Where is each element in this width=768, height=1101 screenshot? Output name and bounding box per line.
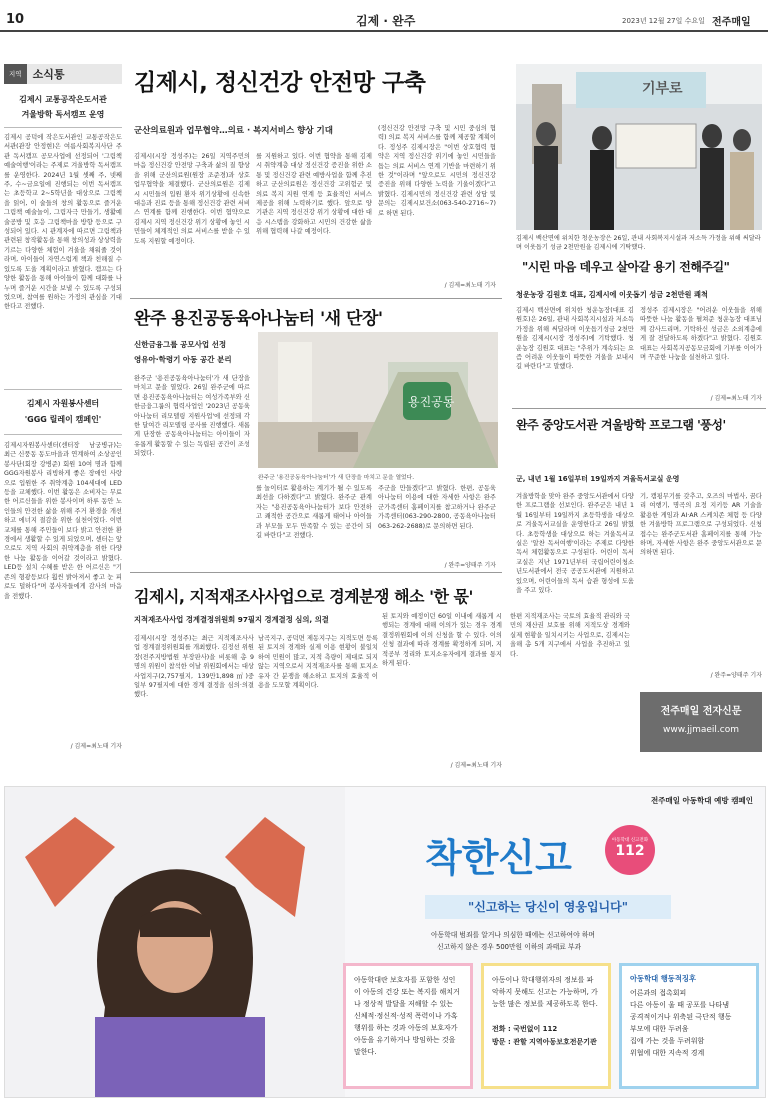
epaper-promo-url[interactable]: www.jjmaeil.com (662, 725, 740, 735)
right-article-col-2: 정성주 김제시장은 "어려운 이웃들을 위해 따뜻한 나눔 활동을 펼쳐준 청운농장 대표님께 감사드리며, 기탁하신 성금은 소외계층에게 잘 전달하도록 하겠다"고 밝혔다. 김원호 대표는 사회복지공동모금회에 기부를 이어가며 꾸준한 나눔을 실천하고 있다. (640, 307, 762, 362)
page-number: 10 (6, 12, 25, 27)
right-article-headline: "시린 마음 데우고 살아갈 용기 전해주길" (522, 260, 730, 274)
donation-photo (516, 64, 762, 230)
article-2-photo (258, 332, 498, 468)
svg-text:용진공동: 용진공동 (408, 395, 455, 409)
ad-symptom-item: 집에 가는 것을 두려워함 (630, 1037, 705, 1045)
ad-badge (605, 825, 655, 875)
library-headline: 완주 중앙도서관 겨울방학 프로그램 '풍성' (516, 418, 726, 432)
ad-desc-2: 신고하지 않은 경우 500만원 이하의 과태료 부과 (437, 943, 582, 951)
ad-symptom-item: 위협에 대한 지속적 경계 (630, 1049, 705, 1057)
ad-box-3-title: 아동학대 행동적징후 (630, 974, 696, 983)
donation-ceremony-image (516, 64, 762, 230)
epaper-promo-title: 전주매일 전자신문 (660, 706, 742, 717)
ad-box-2-phone: 전화 : 국번없이 112 (492, 1025, 558, 1033)
donation-caption: 김제시 백산면에 위치한 청운농장은 26일, 관내 사회복지시설과 저소득 가정을 위해 써달라며 이웃돕기 성금 2천만원을 김제시에 기탁했다. (516, 235, 761, 251)
library-subhead: 군, 내년 1월 16일부터 19일까지 겨울독서교실 운영 (516, 475, 680, 483)
ad-box-2 (481, 963, 611, 1089)
article-2-col-1: 완주군 '용진공동육아나눔터'가 새 단장을 마치고 문을 열었다. 26일 완주군에 따르면 용진공동육아나눔터는 여성가족부와 신한금융그룹의 협력사업인 '2023년 공동육아나눔터 리모델링 지원사업'에 선정돼 각 한 달여간 리모델링 공사를 진행했다. 새롭게 단장한 공동육아나눔터는 아이들이 자유롭게 활동할 수 있는 독립된 공간이 조성되었다. (134, 375, 250, 458)
page-header (0, 0, 768, 32)
article-3-subhead: 지적재조사사업 경계결정위원회 97필지 경계결정 심의, 의결 (134, 615, 329, 624)
right-article-byline: / 김제=최노태 기자 (710, 395, 762, 402)
ad-illustration (5, 787, 345, 1098)
ad-title: 착한신고 (425, 836, 572, 880)
article-1-col-3: (정신건강 안전망 구축 및 시민 중심의 협력) 의료 복지 서비스를 함께 제공할 계획이다. 정성주 김제시장은 "이번 상호협력 협약은 지역 정신건강 위기에 놓인 시민들을 돕는 의료 서비스 연계 기반을 마련하기 위한 것"이라며 "앞으로도 시민의 정신건강 증진을 위해 다양한 노력을 기울이겠다"고 밝혔다. 김제시민의 정신건강 관련 상담 및 문의는 김제시보건소(063-540-2716~7)로 하면 된다. (378, 125, 496, 217)
article-2-caption: 완주군 '용진공동육아나눔터'가 새 단장을 마치고 문을 열었다. (258, 475, 415, 481)
sidebar-news (4, 64, 122, 770)
ad-symptom-item: 어른과의 접촉회피 (630, 989, 687, 997)
article-3-col-4: 한편 지적재조사는 국토의 효율적 관리와 국민의 재산권 보호를 위해 지적도상 경계와 실제 현황을 일치시키는 사업으로, 김제시는 올해 총 5개 지구에서 사업을 추진하고 있다. (510, 613, 630, 658)
right-article-col-1: 김제시 백산면에 위치한 청운농장(대표 김원호)은 26일, 관내 사회복지시설과 저소득 가정을 위해 써달라며 이웃돕기성금 2천만원을 김제시(시장 정성주)에 기탁했다. 청운농장 김원호 대표는 "추위가 계속되는 요즘 어려운 이웃들이 따뜻한 겨울을 보내시길 바란다"고 말했다. (516, 307, 634, 371)
article-3-col-3: 된 토지와 예정이던 60일 이내에 새롭게 시행되는 경계에 대해 이의가 있는 경우 경계결정위원회에 이의 신청을 할 수 있다. 이의 신청 결과에 따라 경계를 확정하게 되며, 지적공부 정리와 토지소유자에게 결과를 통지하게 된다. (382, 613, 502, 668)
ad-badge-number: 112 (615, 843, 645, 859)
library-col-1: 겨울방학을 맞아 완주 중앙도서관에서 다양한 프로그램을 선보인다. 완주군은 내년 1월 16일부터 19일까지 초등학생을 대상으로 겨울독서교실을 운영한다고 26일 밝혔다. 초등학생을 대상으로 하는 겨울독서교실은 '알찬 독서여행'이라는 주제로 다양한 독서 체험활동으로 구성된다. 어린이 독서교실은 지난 1971년부터 국립어린이청소년도서관에서 전국 공공도서관에 지원하고 있으며, 어린이들의 독서 습관 형성에 도움을 주고 있다. (516, 493, 634, 595)
ad-box-2-visit: 방문 : 관할 지역아동보호전문기관 (492, 1038, 597, 1046)
ad-symptom-item: 공격적이거나 위축된 극단적 행동 (630, 1013, 732, 1021)
sidebar-label-main: 소식통 (32, 68, 65, 81)
article-2-col-3: 주군을 만들겠다"고 밝혔다. 한편, 공동육아나눔터 이용에 대한 자세한 사항은 완주군가족센터 홈페이지를 참고하거나 완주군가족센터(063-290-2800, 공동육아나눔터 063-262-2688)로 문의하면 된다. (378, 485, 496, 530)
article-2-sub1: 신한금융그룹 공모사업 선정 (134, 340, 227, 349)
donation-banner-text: 기부로 (642, 81, 683, 97)
ad-box-1-text: 아동학대란 보호자를 포함한 성인이 아동의 건강 또는 복지를 해치거나 정상적 발달을 저해할 수 있는 신체적·정신적·성적 폭력이나 가혹행위를 하는 것과 아동의 보호자가 아동을 유기하거나 방임하는 것을 말한다. (354, 976, 460, 1056)
ad-symptom-item: 부모에 대한 두려움 (630, 1025, 689, 1033)
ad-box-2-text: 아동이나 학대행위자의 정보를 파악하지 못해도 신고는 가능하며, 가능한 많은 정보를 제공하도록 한다. (492, 976, 598, 1008)
sidebar-article-1-body: 김제시 공덕에 작은도서관인 교통공작은도서관(관장 안정현)은 여름사회복지사단 주관 독서캠프 공모사업에 선정되어 '그림책 예술여행'이라는 주제로 겨울방학 독서캠프를 운영한다. 2024년 1월 셋째 주, 넷째 주, 수~금요일에 진행되는 이번 독서캠프는 초등학교 2~5학년을 대상으로 그림책을 읽어, 이 술들의 창의 활동으로 즐거운 그림책 예술놀이, 그림자극 만들기, 생활예술공방 및 호응 그림책마을 방향 등으로 구성되어 있다. 시 관계자에 따르면 그림책과 관련된 창작활동을 통해 창의성과 상상력을 기르는 다양한 체험이 겨울을 채워줄 것이라며, 아이들이 자연스럽게 책과 친해질 수 있도록 도울 계획이라고 밝혔다. 캠프는 다양한 활동을 통해 아이들이 함께 대화를 나누며 즐거운 시간을 보낼 수 있도록 구성되었으며, 참여를 원하는 가정의 관심을 기대한다고 전했다. (4, 134, 122, 311)
section-name: 김제 · 완주 (356, 14, 416, 28)
article-2-byline: / 완주=양태주 기자 (444, 562, 496, 569)
library-byline: / 완주=양태주 기자 (710, 672, 762, 679)
paper-name: 전주매일 (712, 17, 751, 28)
library-col-2: 기, 캠핑무기를 갖추고, 오즈의 마법사, 꿈다리 여행기, 명곡의 요정 지키등 AR 기술을 활용한 게임과 AI·AR 스케치존 체험 등 다양한 겨울방학 프로그램으로 구성되었다. 신청 접수는 완주군도서관 홈페이지를 통해 가능하며, 자세한 사항은 완주 중앙도서관으로 문의하면 된다. (640, 493, 762, 557)
ad-badge-label: 아동학대 신고전화 (611, 838, 649, 843)
article-1-col-2: 를 지원하고 있다. 이번 협약을 통해 김제시 취약계층 대상 정신건강 증진을 위한 소통 및 정신건강 관련 예방사업을 함께 추진하고 군산의료원은 정신건강 고위험군 및 의료 복지 지원 연계 등 효율적인 서비스 제공을 위해 노력하기로 했다. 앞으로 양 기관은 지역 정신건강 위기 상황에 대한 대응 시스템을 강화하고 시민의 건강한 삶을 위해 협력해 나갈 예정이다. (256, 153, 372, 236)
ad-top-label: 전주매일 아동학대 예방 캠페인 (650, 796, 753, 805)
ad-box-3 (619, 963, 759, 1089)
ad-slogan: "신고하는 당신이 영웅입니다" (425, 895, 671, 919)
article-1-col-1: 김제시(시장 정성주)는 26일 지역주민의 마음 정신건강 안전망 구축과 삶의 질 향상을 위해 군산의료원(원장 조준경)과 상호 업무협약을 체결했다. 군산의료원은 김제시 시민들의 입원 환자 위기상황에 신속한 대응과 진료 등을 통해 정신건강 관련 서비스 연계를 함께 진행한다. 이번 협약으로 김제시 지역 정신건강 위기 상황에 놓인 시민들이 체계적인 의료 서비스를 받을 수 있도록 지원할 예정이다. (134, 153, 250, 245)
article-2-headline: 완주 용진공동육아나눔터 '새 단장' (134, 309, 383, 329)
ad-symptom-list (630, 987, 748, 1059)
article-1-subhead: 군산의료원과 업무협약…의료 · 복지서비스 향상 기대 (134, 126, 333, 136)
article-1-headline: 김제시, 정신건강 안전망 구축 (134, 70, 426, 96)
article-3-col-1: 김제시(시장 정성주)는 최근 지적재조사사업 경계결정위원회를 개최했다. 김정선 위원장(전주지방법원 부장판사)을 비롯해 총 9명의 위원이 참석한 이날 위원회에서는 대상 사업지구(2,757필지, 139만1,898㎡)중 일부 97필지에 대한 경계 결정을 심의·의결했다. (134, 635, 254, 699)
ad-desc-1: 아동학대 범죄를 알거나 의심한 때에는 신고하여야 하며 (431, 931, 595, 939)
ad-box-1 (343, 963, 473, 1089)
article-3-headline: 김제시, 지적재조사사업으로 경계분쟁 해소 '한 몫' (134, 587, 473, 606)
article-2-col-2: 를 놀이터로 활용하는 계기가 될 수 있도록 최선을 다하겠다"고 밝혔다. 완주군 관계자는 "용진공동육아나눔터가 보다 안전하고 쾌적한 공간으로 새롭게 태어나 아이들과 부모들 모두 만족할 수 있는 공간이 되길 바란다"고 전했다. (256, 485, 372, 540)
sidebar-article-2-body: 김제시자원봉사센터(센터장 남궁병규)는 최근 신풍동 동도마을과 연계하여 소상공인 봉사단(회장 강병준) 회원 10여 명과 함께 GGG자원봉사 리빙하게 좋은 장애인 사랑으로 입원한 주 취약계층 104세대에 LED등을 교체했다. 이번 활동은 소비자는 무료한 어르신들을 위한 봉사이며 하루 동안 노인들의 안전한 삶을 위해 주거 환경을 개선하고 에너지 절감을 위한 실천이었다. 이번 교체를 통해 주민들이 보다 밝고 안전한 환경에서 생활할 수 있게 되었으며, 센터는 앞으로도 지역 사회의 취약계층을 위한 다양한 나눔 활동을 이어갈 것이라고 밝혔다. LED등 설치 수혜를 받은 한 어르신은 "기존의 형광등보다 훨씬 밝아져서 좋고 눈 피로도 덜하다"며 봉사자들에게 감사의 마음을 전했다. (4, 442, 122, 600)
sidebar-article-1-title: 김제시 교통공작은도서관 겨울방학 독서캠프 운영 (4, 92, 122, 128)
sidebar-label-small: 지역 (4, 64, 27, 84)
right-article-subhead: 청운농장 김원호 대표, 김제시에 이웃돕기 성금 2천만원 쾌척 (516, 290, 708, 299)
article-3-col-2: 남곡지구, 공덕면 제동지구는 지적도면 등록된 토지의 경계와 실제 이용 현황이 불일치하여 민원이 많고, 지적 측량이 제대로 되지 않는 지역으로서 지적재조사를 통해 토지소유자 간 분쟁을 해소하고 토지의 효율적 이용을 도모할 계획이다. (258, 635, 378, 690)
child-abuse-ad (4, 786, 766, 1098)
sidebar-article-2-title: 김제시 자원봉사센터 'GGG 릴레이 캠페인' (4, 389, 122, 435)
article-3-byline: / 김제=최노태 기자 (450, 762, 502, 769)
ad-symptom-item: 다른 아동이 울 때 공포를 나타냄 (630, 1001, 730, 1009)
issue-date: 2023년 12월 27일 수요일 (622, 17, 705, 25)
epaper-promo (640, 692, 762, 752)
sidebar-byline: / 김제=최노태 기자 (70, 743, 122, 750)
sidebar-label (4, 64, 122, 84)
nursery-room-image (258, 332, 498, 468)
article-2-sub2: 영유아·학령기 아동 공간 분리 (134, 355, 232, 364)
article-1-byline: / 김제=최노태 기자 (444, 282, 496, 289)
